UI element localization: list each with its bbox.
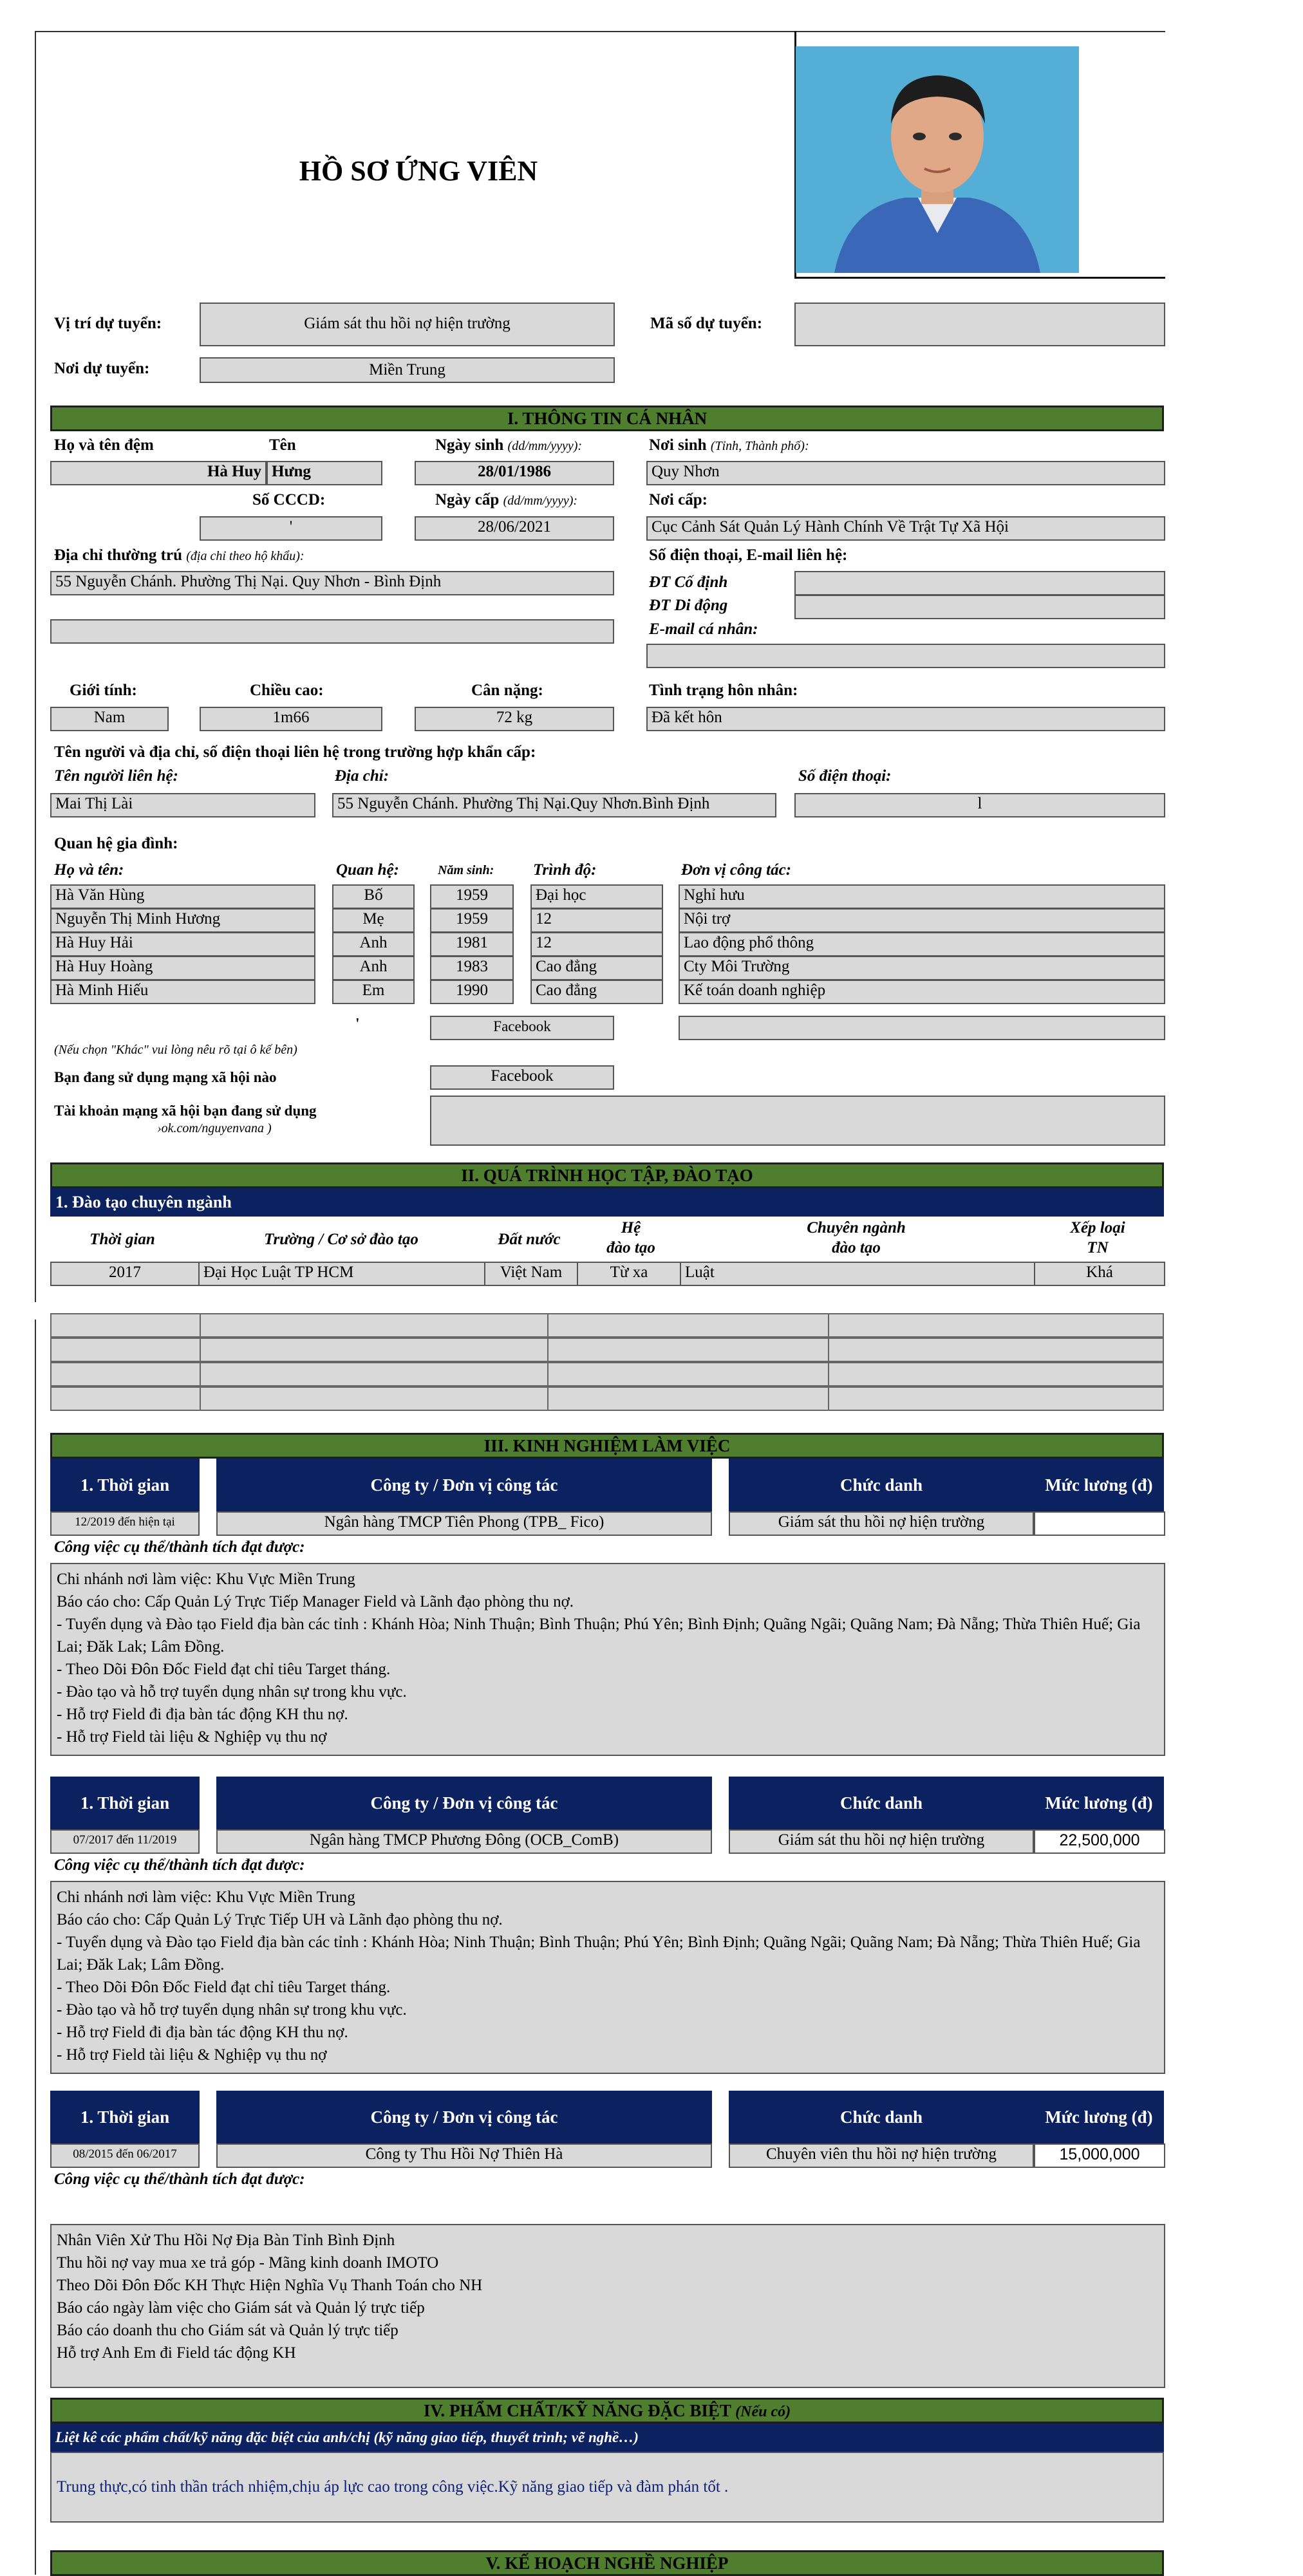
job-achievement-line: - Đào tạo và hỗ trợ tuyển dụng nhân sự trong khu vực. xyxy=(57,2001,407,2019)
dob-hint: (dd/mm/yyyy): xyxy=(507,439,583,453)
job-header-company: Công ty / Đơn vị công tác xyxy=(216,2091,712,2143)
social-using-label: Bạn đang sử dụng mạng xã hội nào xyxy=(54,1069,277,1085)
landline-label: ĐT Cố định xyxy=(649,574,728,591)
marital-field[interactable]: Đã kết hôn xyxy=(646,707,1165,731)
dob-label-text: Ngày sinh xyxy=(435,436,504,454)
job-achievement-box[interactable] xyxy=(50,1563,1165,1756)
job-header-period: 1. Thời gian xyxy=(50,1459,200,1511)
section4-title-text: IV. PHẨM CHẤT/KỸ NĂNG ĐẶC BIỆT xyxy=(423,2401,731,2420)
section1-title: I. THÔNG TIN CÁ NHÂN xyxy=(50,406,1164,431)
emergency-phone-label: Số điện thoại: xyxy=(798,767,892,785)
family-header-name: Họ và tên: xyxy=(54,861,124,879)
job-header-title: Chức danh xyxy=(729,1459,1034,1511)
family-header-education: Trình độ: xyxy=(533,861,597,879)
candidate-photo xyxy=(796,46,1079,273)
job-title-field[interactable]: Giám sát thu hồi nợ hiện trường xyxy=(729,1829,1034,1854)
job-achievement-line: Thu hồi nợ vay mua xe trả góp - Mãng kinh doanh IMOTO xyxy=(57,2254,439,2272)
mobile-field[interactable] xyxy=(794,595,1165,619)
job-achievement-line: - Tuyển dụng và Đào tạo Field địa bàn các tỉnh : Khánh Hòa; Ninh Thuận; Bình Thuận; Phú Yên; Bình Định; Quãng Ngãi; Quãng Nam; Đà Nẵng; Thừa Thiên Huế; Gia Lai; Đăk Lak; Lâm Đồng. xyxy=(57,1616,1141,1656)
surname-field[interactable]: Hà Huy xyxy=(50,461,267,485)
edu-cell-grade[interactable]: Khá xyxy=(1034,1262,1165,1286)
edu-header-major: Chuyên ngành đào tạo xyxy=(807,1219,906,1257)
family-cell[interactable]: Hà Huy Hải xyxy=(50,932,315,957)
surname-label: Họ và tên đệm xyxy=(54,436,154,454)
job-company-field[interactable]: Ngân hàng TMCP Tiên Phong (TPB_ Fico) xyxy=(216,1511,712,1536)
job-header-title: Chức danh xyxy=(729,2091,1034,2143)
edu-header-school: Trường / Cơ sở đào tạo xyxy=(264,1231,418,1248)
empty-grid-row[interactable] xyxy=(50,1386,1164,1411)
section2-title: II. QUÁ TRÌNH HỌC TẬP, ĐÀO TẠO xyxy=(50,1162,1164,1188)
empty-grid-row[interactable] xyxy=(50,1313,1164,1338)
job-achievement-label: Công việc cụ thể/thành tích đạt được: xyxy=(54,1538,305,1556)
job-achievement-box[interactable] xyxy=(50,2224,1165,2388)
family-cell[interactable]: Hà Văn Hùng xyxy=(50,884,315,909)
issue-date-label-text: Ngày cấp xyxy=(435,491,500,509)
job-salary-field[interactable]: 15,000,000 xyxy=(1034,2143,1165,2168)
empty-grid-row[interactable] xyxy=(50,1338,1164,1362)
portrait-illustration xyxy=(796,46,1079,273)
job-header-company: Công ty / Đơn vị công tác xyxy=(216,1777,712,1829)
job-achievement-line: Báo cáo ngày làm việc cho Giám sát và Quản lý trực tiếp xyxy=(57,2299,425,2317)
edu-header-country: Đất nước xyxy=(498,1231,561,1248)
job-achievement-line: Báo cáo cho: Cấp Quản Lý Trực Tiếp Manager Field và Lãnh đạo phòng thu nợ. xyxy=(57,1593,574,1610)
social-account-field[interactable] xyxy=(430,1096,1165,1146)
pob-hint: (Tỉnh, Thành phố): xyxy=(710,439,809,453)
family-header-year: Năm sinh: xyxy=(438,863,494,877)
gender-label: Giới tính: xyxy=(70,682,137,699)
job-salary-field[interactable]: 22,500,000 xyxy=(1034,1829,1165,1854)
phone-email-label: Số điện thoại, E-mail liên hệ: xyxy=(649,546,848,564)
job-header-title: Chức danh xyxy=(729,1777,1034,1829)
family-cell[interactable]: 12 xyxy=(530,932,663,957)
dob-field[interactable]: 28/01/1986 xyxy=(415,461,614,485)
edu-cell-major[interactable]: Luật xyxy=(680,1262,1035,1286)
dob-label xyxy=(435,436,582,455)
edu-cell-school[interactable]: Đại Học Luật TP HCM xyxy=(198,1262,485,1286)
family-cell[interactable]: 1983 xyxy=(430,956,514,980)
job-salary-field[interactable] xyxy=(1034,1511,1165,1536)
job-period-field[interactable]: 12/2019 đến hiện tại xyxy=(50,1511,200,1536)
family-cell[interactable]: Hà Huy Hoàng xyxy=(50,956,315,980)
address-label-text: Địa chỉ thường trú xyxy=(54,546,182,564)
job-achievement-line: - Tuyển dụng và Đào tạo Field địa bàn các tỉnh : Khánh Hòa; Ninh Thuận; Bình Thuận; Phú Yên; Bình Định; Quãng Ngãi; Quãng Nam; Đà Nẵng; Thừa Thiên Huế; Gia Lai; Đăk Lak; Lâm Đồng. xyxy=(57,1934,1141,1974)
address-hint: (địa chỉ theo hộ khẩu): xyxy=(186,549,305,563)
name-label: Tên xyxy=(269,436,296,454)
edu-cell-country[interactable]: Việt Nam xyxy=(484,1262,578,1286)
job-achievement-line: - Theo Dõi Đôn Đốc Field đạt chỉ tiêu Target tháng. xyxy=(57,1661,391,1678)
address-field-2[interactable] xyxy=(50,619,614,644)
code-label: Mã số dự tuyển: xyxy=(650,315,763,332)
email-field[interactable] xyxy=(646,644,1165,668)
emergency-name-field[interactable]: Mai Thị Lài xyxy=(50,793,315,817)
job-achievement-line: - Hỗ trợ Field tài liệu & Nghiệp vụ thu nợ xyxy=(57,1728,327,1746)
family-cell[interactable]: 1959 xyxy=(430,908,514,933)
page-border-left-lower xyxy=(35,1320,36,2575)
family-cell[interactable]: Nguyễn Thị Minh Hương xyxy=(50,908,315,933)
section3-title: III. KINH NGHIỆM LÀM VIỆC xyxy=(50,1433,1164,1459)
page-border-left xyxy=(35,31,36,1302)
family-cell[interactable]: 12 xyxy=(530,908,663,933)
job-company-field[interactable]: Ngân hàng TMCP Phương Đông (OCB_ComB) xyxy=(216,1829,712,1854)
job-achievement-line: Chi nhánh nơi làm việc: Khu Vực Miền Trung xyxy=(57,1571,355,1588)
job-achievement-line: - Hỗ trợ Field đi địa bàn tác động KH thu nợ. xyxy=(57,2024,348,2041)
gender-field[interactable]: Nam xyxy=(50,707,169,731)
family-cell[interactable]: Cao đẳng xyxy=(530,956,663,980)
social-account-label: Tài khoản mạng xã hội bạn đang sử dụng xyxy=(54,1103,317,1119)
family-cell[interactable]: Nội trợ xyxy=(679,908,1165,933)
pob-field[interactable]: Quy Nhơn xyxy=(646,461,1165,485)
section4-title-hint: (Nếu có) xyxy=(735,2403,791,2420)
job-achievement-line: Chi nhánh nơi làm việc: Khu Vực Miền Trung xyxy=(57,1889,355,1906)
emergency-phone-field[interactable]: l xyxy=(794,793,1165,817)
job-achievement-label: Công việc cụ thể/thành tích đạt được: xyxy=(54,2170,305,2188)
job-header-period: 1. Thời gian xyxy=(50,1777,200,1829)
job-achievement-line: - Đào tạo và hỗ trợ tuyển dụng nhân sự trong khu vực. xyxy=(57,1683,407,1701)
weight-field[interactable]: 72 kg xyxy=(415,707,614,731)
address-field[interactable]: 55 Nguyễn Chánh. Phường Thị Nại. Quy Nhơn - Bình Định xyxy=(50,571,614,595)
issue-date-label xyxy=(435,490,577,510)
address-label xyxy=(54,546,305,565)
edu-cell-period[interactable]: 2017 xyxy=(50,1262,200,1286)
job-header-salary: Mức lương (đ) xyxy=(1034,2091,1164,2143)
family-cell[interactable]: 1959 xyxy=(430,884,514,909)
family-cell[interactable]: Em xyxy=(332,980,415,1004)
job-period-field[interactable]: 08/2015 đến 06/2017 xyxy=(50,2143,200,2168)
code-field[interactable] xyxy=(794,303,1165,346)
position-field[interactable]: Giám sát thu hồi nợ hiện trường xyxy=(200,303,615,346)
job-achievement-line: Báo cáo doanh thu cho Giám sát và Quản lý trực tiếp xyxy=(57,2322,398,2339)
id-field[interactable]: ' xyxy=(200,516,382,541)
id-label: Số CCCD: xyxy=(252,491,326,509)
emergency-address-field[interactable]: 55 Nguyễn Chánh. Phường Thị Nại.Quy Nhơn.Bình Định xyxy=(332,793,776,817)
email-label: E-mail cá nhân: xyxy=(649,621,758,638)
family-cell[interactable]: Hà Minh Hiếu xyxy=(50,980,315,1004)
family-cell[interactable]: Anh xyxy=(332,956,415,980)
social-note: (Nếu chọn "Khác" vui lòng nêu rõ tại ô kế bên) xyxy=(54,1043,297,1057)
job-achievement-line: - Theo Dõi Đôn Đốc Field đạt chỉ tiêu Target tháng. xyxy=(57,1979,391,1996)
edu-cell-mode[interactable]: Từ xa xyxy=(577,1262,681,1286)
name-field[interactable]: Hưng xyxy=(267,461,382,485)
issue-place-label: Nơi cấp: xyxy=(649,491,708,509)
family-cell[interactable]: Cao đẳng xyxy=(530,980,663,1004)
job-achievement-label: Công việc cụ thể/thành tích đạt được: xyxy=(54,1856,305,1874)
section4-subtitle: Liệt kê các phẩm chất/kỹ năng đặc biệt của anh/chị (kỹ năng giao tiếp, thuyết trình; vẽ nghề…) xyxy=(50,2423,1164,2452)
job-header-salary: Mức lương (đ) xyxy=(1034,1459,1164,1511)
family-cell[interactable]: 1990 xyxy=(430,980,514,1004)
section2-subtitle: 1. Đào tạo chuyên ngành xyxy=(50,1188,1164,1217)
edu-header-period: Thời gian xyxy=(89,1231,155,1248)
family-heading: Quan hệ gia đình: xyxy=(54,835,178,852)
family-cell[interactable]: Mẹ xyxy=(332,908,415,933)
family-header-workplace: Đơn vị công tác: xyxy=(681,861,792,879)
emergency-address-label: Địa chỉ: xyxy=(335,767,389,785)
issue-date-hint: (dd/mm/yyyy): xyxy=(503,494,578,508)
section5-title: V. KẾ HOẠCH NGHỀ NGHIỆP xyxy=(50,2550,1164,2576)
job-title-field[interactable]: Chuyên viên thu hồi nợ hiện trường xyxy=(729,2143,1034,2168)
position-label: Vị trí dự tuyển: xyxy=(54,315,162,332)
edu-header-mode: Hệ đào tạo xyxy=(606,1219,655,1257)
job-title-field[interactable]: Giám sát thu hồi nợ hiện trường xyxy=(729,1511,1034,1536)
social-account-hint: ›ok.com/nguyenvana ) xyxy=(157,1121,272,1135)
issue-place-field[interactable]: Cục Cảnh Sát Quản Lý Hành Chính Về Trật Tự Xã Hội xyxy=(646,516,1165,541)
social-using-field[interactable]: Facebook xyxy=(430,1065,614,1090)
height-label: Chiều cao: xyxy=(250,682,324,699)
location-label: Nơi dự tuyển: xyxy=(54,360,150,377)
family-cell[interactable]: Lao động phổ thông xyxy=(679,932,1165,957)
job-company-field[interactable]: Công ty Thu Hồi Nợ Thiên Hà xyxy=(216,2143,712,2168)
document-title: HỒ SƠ ỨNG VIÊN xyxy=(299,155,538,187)
empty-grid-row[interactable] xyxy=(50,1362,1164,1386)
job-achievement-box[interactable] xyxy=(50,1881,1165,2074)
job-achievement-line: - Hỗ trợ Field đi địa bàn tác động KH thu nợ. xyxy=(57,1706,348,1723)
section4-title xyxy=(50,2398,1164,2423)
social-box-1-other[interactable] xyxy=(679,1016,1165,1040)
job-period-field[interactable]: 07/2017 đến 11/2019 xyxy=(50,1829,200,1854)
job-achievement-line: Theo Dõi Đôn Đốc KH Thực Hiện Nghĩa Vụ Thanh Toán cho NH xyxy=(57,2277,483,2294)
emergency-heading: Tên người và địa chỉ, số điện thoại liên hệ trong trường hợp khẩn cấp: xyxy=(54,743,536,761)
family-cell[interactable]: Cty Môi Trường xyxy=(679,956,1165,980)
job-achievement-line: Nhân Viên Xử Thu Hồi Nợ Địa Bàn Tỉnh Bình Định xyxy=(57,2232,395,2249)
emergency-name-label: Tên người liên hệ: xyxy=(54,767,178,785)
weight-label: Cân nặng: xyxy=(471,682,543,699)
job-header-period: 1. Thời gian xyxy=(50,2091,200,2143)
job-achievement-line: Hỗ trợ Anh Em đi Field tác động KH xyxy=(57,2344,296,2362)
family-cell[interactable]: Nghỉ hưu xyxy=(679,884,1165,909)
social-box-1[interactable]: Facebook xyxy=(430,1016,614,1040)
family-cell[interactable]: Kế toán doanh nghiệp xyxy=(679,980,1165,1004)
marital-label: Tình trạng hôn nhân: xyxy=(649,682,798,699)
job-achievement-line: - Hỗ trợ Field tài liệu & Nghiệp vụ thu nợ xyxy=(57,2046,327,2064)
pob-label-text: Nơi sinh xyxy=(649,436,707,454)
job-header-salary: Mức lương (đ) xyxy=(1034,1777,1164,1829)
job-header-company: Công ty / Đơn vị công tác xyxy=(216,1459,712,1511)
family-cell[interactable]: Đại học xyxy=(530,884,663,909)
family-cell[interactable]: Bố xyxy=(332,884,415,909)
pob-label xyxy=(649,436,809,455)
family-cell[interactable]: Anh xyxy=(332,932,415,957)
family-cell[interactable]: 1981 xyxy=(430,932,514,957)
landline-field[interactable] xyxy=(794,571,1165,595)
edu-header-grade: Xếp loại TN xyxy=(1070,1219,1125,1257)
mobile-label: ĐT Di động xyxy=(649,597,728,614)
job-achievement-line: Báo cáo cho: Cấp Quản Lý Trực Tiếp UH và Lãnh đạo phòng thu nợ. xyxy=(57,1911,503,1928)
social-tick: ' xyxy=(355,1016,360,1032)
location-field[interactable]: Miền Trung xyxy=(200,357,615,383)
issue-date-field[interactable]: 28/06/2021 xyxy=(415,516,614,541)
height-field[interactable]: 1m66 xyxy=(200,707,382,731)
skills-textbox[interactable]: Trung thực,có tinh thần trách nhiệm,chịu áp lực cao trong công việc.Kỹ năng giao tiếp và đàm phán tốt . xyxy=(50,2452,1164,2523)
family-header-relation: Quan hệ: xyxy=(336,861,399,879)
